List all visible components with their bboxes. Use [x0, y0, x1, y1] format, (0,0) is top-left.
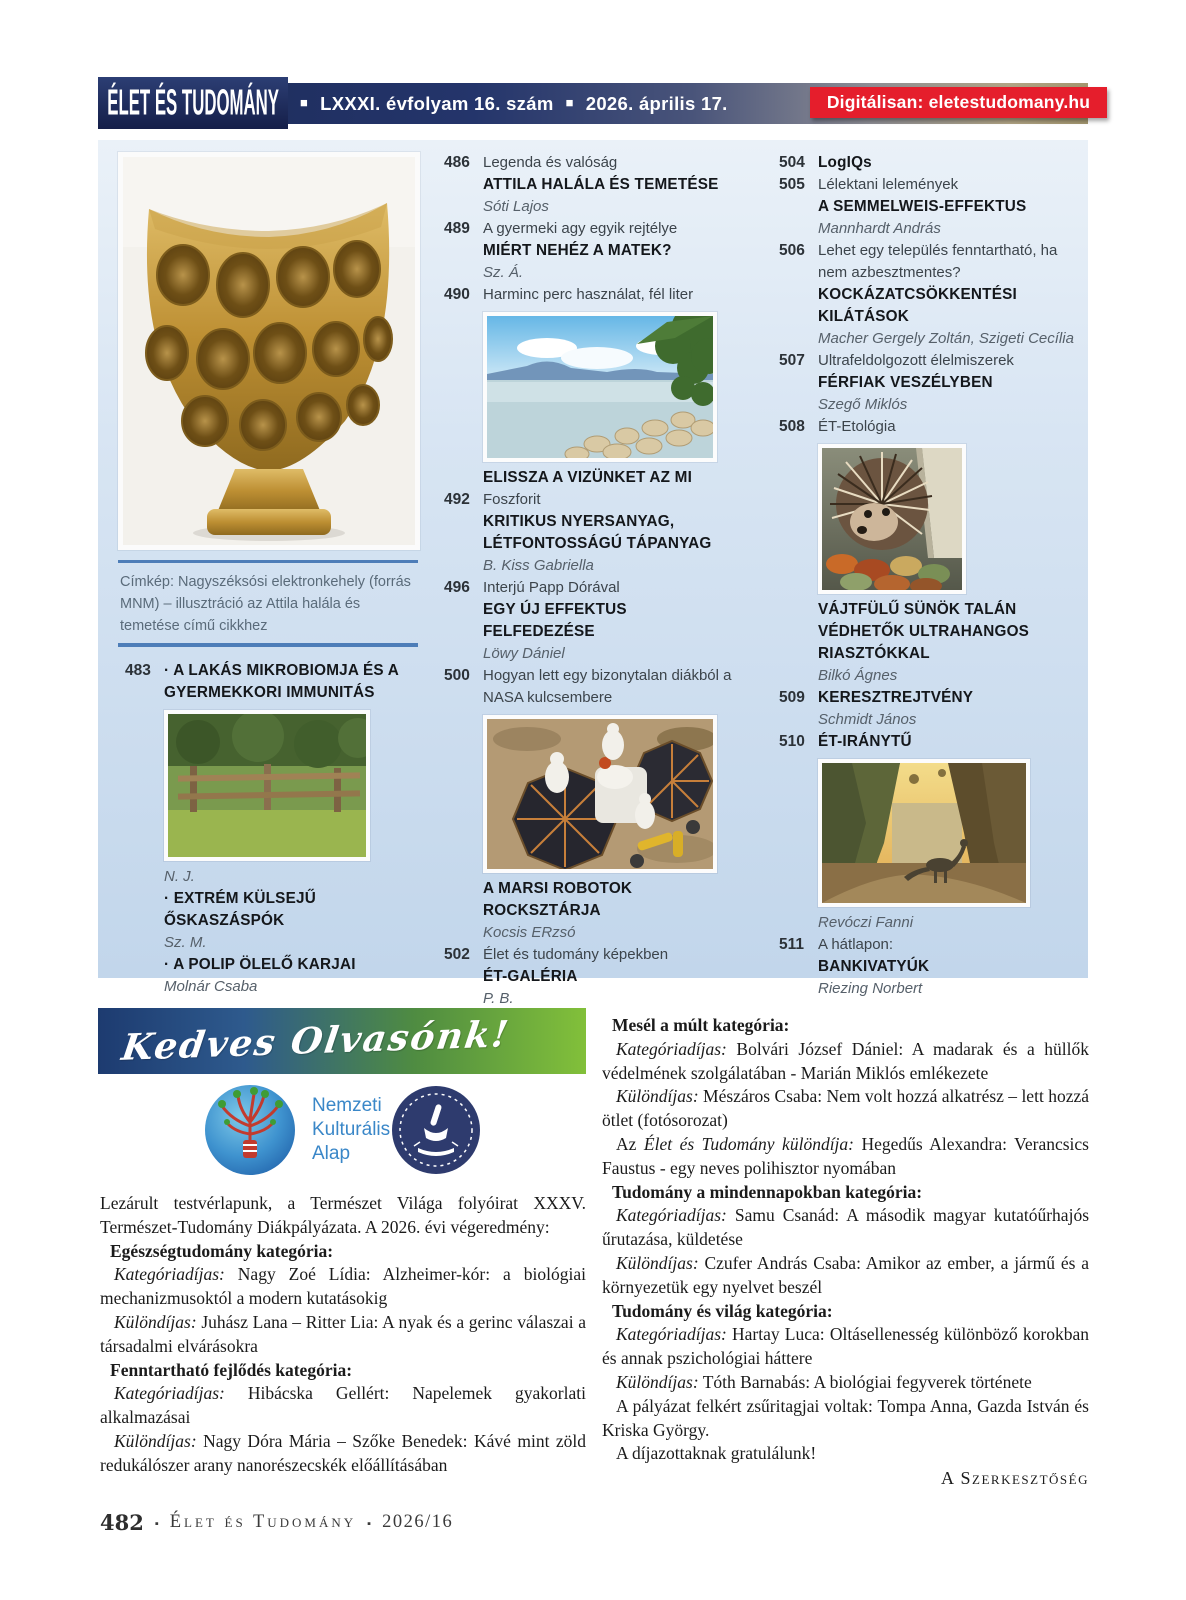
entry-title: MIÉRT NEHÉZ A MATEK?: [483, 242, 672, 259]
cover-caption: Címkép: Nagyszéksósi elektronkehely (forrás MNM) – illusztráció az Attila halála és temetése című cikkhez: [120, 574, 411, 634]
magazine-logo-text: ÉLET ÉS TUDOMÁNY: [107, 82, 279, 123]
footer-magazine-name: Élet és Tudomány: [169, 1512, 357, 1532]
entry-page: 506: [779, 242, 805, 259]
editorial-paragraph: A díjazottaknak gratulálunk!: [616, 1443, 817, 1464]
toc-entry: [118, 660, 426, 998]
footer-issue-number: 2026/16: [382, 1512, 454, 1532]
entry-page: 500: [444, 667, 470, 684]
entry-page: 508: [779, 418, 805, 435]
toc-entry: [437, 152, 741, 218]
editorial-paragraph: Lezárult testvérlapunk, a Természet Világa folyóirat XXXV. Természet-Tudomány Diákpályázata. A 2026. évi végeredmény:: [100, 1193, 586, 1237]
entry-page: 510: [779, 733, 805, 750]
entry-author: Revóczi Fanni: [818, 914, 914, 931]
editorial-paragraph: Az Élet és Tudomány különdíja: Hegedűs Alexandra: Verancsics Faustus - egy neves polihisztor nyomában: [602, 1133, 1089, 1178]
entry-author: Molnár Csaba: [164, 978, 258, 996]
entry-author: Riezing Norbert: [818, 980, 923, 997]
nka-label: Nemzeti Kulturális Alap: [312, 1095, 391, 1164]
toc-entry: [437, 284, 741, 489]
toc-column-2: [437, 152, 741, 1010]
issue-line: [300, 83, 728, 124]
entry-page: 507: [779, 352, 805, 369]
toc-column-3: [772, 152, 1074, 1000]
mars-lander-photo: [483, 715, 717, 873]
entry-intro: Élet és tudomány képekben: [483, 946, 669, 963]
entry-author: Sz. M.: [164, 934, 207, 952]
entry-intro: Lehet egy település fenntartható, ha nem azbesztmentes?: [818, 242, 1058, 281]
dear-reader-text: Kedves Olvasónk!: [119, 1013, 513, 1069]
masthead-bar: [98, 82, 1091, 124]
category-heading: Tudomány és világ kategória:: [612, 1300, 833, 1321]
entry-intro: Foszforit: [483, 491, 541, 508]
entry-intro: Ultrafeldolgozott élelmiszerek: [818, 352, 1014, 369]
category-heading: Tudomány a mindennapokban kategória:: [612, 1181, 923, 1202]
entry-title: · A LAKÁS MIKROBIOMJA ÉS A GYERMEKKORI IMMUNITÁS: [164, 660, 426, 704]
issue-volume: LXXXI. évfolyam 16. szám: [320, 92, 554, 114]
toc-entry: [437, 218, 741, 284]
entry-page: 483: [125, 662, 151, 680]
entry-title: · A POLIP ÖLELŐ KARJAI: [164, 954, 426, 976]
issue-date: 2026. április 17.: [585, 92, 728, 114]
toc-entry: [772, 934, 1074, 1000]
entry-author: Löwy Dániel: [483, 645, 565, 662]
editorial-paragraph: Kategóriadíjas: Hartay Luca: Oltásellenesség különböző korokban és annak pszichológiai háttere: [602, 1324, 1089, 1369]
entry-page: 492: [444, 491, 470, 508]
hedgehog-photo: [818, 444, 966, 594]
square-separator-icon: ■: [300, 95, 309, 110]
meadow-fence-photo: [164, 710, 370, 861]
entry-page: 490: [444, 286, 470, 303]
entry-page: 489: [444, 220, 470, 237]
entry-author: P. B.: [483, 990, 514, 1007]
editorial-paragraph: Különdíjas: Tóth Barnabás: A biológiai fegyverek története: [616, 1371, 1032, 1392]
entry-intro: Harminc perc használat, fél liter: [483, 286, 694, 303]
entry-title: A SEMMELWEIS-EFFEKTUS: [818, 198, 1027, 215]
footer-page-number: 482: [100, 1510, 144, 1535]
sponsor-logos: [98, 1082, 586, 1186]
toc-entry: [772, 152, 1074, 174]
toc-entry: [772, 350, 1074, 416]
editorial-paragraph: Különdíjas: Juhász Lana – Ritter Lia: A nyak és a gerinc válaszai a társadalmi elvárásokra: [100, 1311, 586, 1356]
entry-title: LogIQs: [818, 154, 872, 171]
dear-reader-banner: [98, 1008, 586, 1074]
square-separator-icon: ■: [565, 95, 574, 110]
digital-edition-badge[interactable]: Digitálisan: eletestudomany.hu: [810, 87, 1107, 118]
toc-entry: [437, 577, 741, 665]
divider-rule: [118, 560, 418, 563]
entry-author: Szegő Miklós: [818, 396, 908, 413]
toc-entry: [437, 944, 741, 1010]
toc-entry: [772, 174, 1074, 240]
editorial-signature: A Szerkesztőség: [941, 1468, 1089, 1489]
entry-title: ÉT-GALÉRIA: [483, 968, 578, 985]
editorial-paragraph: Kategóriadíjas: Nagy Zoé Lídia: Alzheimer-kór: a biológiai mechanizmusoktól a modern kutatásokig: [100, 1264, 586, 1309]
toc-entry: [772, 731, 1074, 934]
editorial-paragraph: A pályázat felkért zsűritagjai voltak: Tompa Anna, Gazda István és Kriska György.: [602, 1395, 1089, 1440]
entry-author: B. Kiss Gabriella: [483, 557, 594, 574]
dinosaur-canyon-photo: [818, 759, 1030, 907]
editorial-paragraph: Különdíjas: Nagy Dóra Mária – Szőke Benedek: Kávé mint zöld redukálószer arany nanorészecskék előállításában: [100, 1430, 586, 1475]
editorial-right-column: [602, 1014, 1089, 1491]
editorial-paragraph: Kategóriadíjas: Bolvári József Dániel: A madarak és a hüllők védelmének szolgálatában - Marián Miklós emlékezete: [602, 1038, 1089, 1083]
entry-author: Sz. Á.: [483, 264, 524, 281]
entry-title: ATTILA HALÁLA ÉS TEMETÉSE: [483, 176, 719, 193]
entry-title: KRITIKUS NYERSANYAG, LÉTFONTOSSÁGÚ TÁPANYAG: [483, 513, 712, 552]
entry-title: EGY ÚJ EFFEKTUS FELFEDEZÉSE: [483, 601, 627, 640]
entry-title: VÁJTFÜLŰ SÜNÖK TALÁN VÉDHETŐK ULTRAHANGOS RIASZTÓKKAL: [818, 601, 1030, 662]
entry-author: Macher Gergely Zoltán, Szigeti Cecília: [818, 330, 1074, 347]
entry-author: Schmidt János: [818, 711, 917, 728]
entry-title: · EXTRÉM KÜLSEJŰ ŐSKASZÁSPÓK: [164, 888, 426, 932]
entry-title: KOCKÁZATCSÖKKENTÉSI KILÁTÁSOK: [818, 286, 1017, 325]
entry-page: 509: [779, 689, 805, 706]
entry-title: KERESZTREJTVÉNY: [818, 689, 974, 706]
entry-intro: ÉT-Etológia: [818, 418, 896, 435]
square-separator-icon: ▪: [367, 1517, 372, 1530]
editorial-paragraph: Kategóriadíjas: Hibácska Gellért: Napelemek gyakorlati alkalmazásai: [100, 1383, 586, 1428]
entry-title: FÉRFIAK VESZÉLYBEN: [818, 374, 993, 391]
entry-intro: A gyermeki agy egyik rejtélye: [483, 220, 678, 237]
entry-author: N. J.: [164, 868, 195, 886]
category-heading: Fenntartható fejlődés kategória:: [110, 1359, 353, 1380]
entry-page: 504: [779, 154, 805, 171]
toc-entry: [772, 416, 1074, 687]
category-heading: Egészségtudomány kategória:: [110, 1240, 334, 1261]
entry-page: 505: [779, 176, 805, 193]
student-competition-seal: [390, 1084, 482, 1176]
entry-page: 496: [444, 579, 470, 596]
table-of-contents: [98, 140, 1088, 1007]
editorial-paragraph: Különdíjas: Mészáros Csaba: Nem volt hozzá alkatrész – lett hozzá ötlet (fotósorozat): [602, 1086, 1089, 1131]
toc-entry: [437, 665, 741, 944]
page-footer: [100, 1510, 453, 1535]
entry-author: Bilkó Ágnes: [818, 667, 898, 684]
editorial-paragraph: Különdíjas: Czufer András Csaba: Amikor az ember, a jármű és a környezetük egy nyelvet beszél: [602, 1252, 1089, 1297]
entry-title: A MARSI ROBOTOK ROCKSZTÁRJA: [483, 880, 633, 919]
entry-intro: A hátlapon:: [818, 936, 894, 953]
toc-entry: [437, 489, 741, 577]
entry-intro: Legenda és valóság: [483, 154, 618, 171]
entry-author: Kocsis ERzsó: [483, 924, 576, 941]
toc-entry: [772, 240, 1074, 350]
entry-page: 502: [444, 946, 470, 963]
entry-intro: Interjú Papp Dórával: [483, 579, 620, 596]
entry-title: BANKIVATYÚK: [818, 958, 930, 975]
entry-author: Mannhardt András: [818, 220, 941, 237]
nka-logo: [202, 1082, 298, 1178]
editorial-left-column: [100, 1192, 586, 1478]
entry-title: ELISSZA A VIZÜNKET AZ MI: [483, 469, 693, 486]
gold-chalice-photo: [118, 152, 420, 550]
entry-page: 486: [444, 154, 470, 171]
lake-shore-photo: [483, 312, 717, 462]
square-separator-icon: ▪: [154, 1517, 159, 1530]
entry-page: 511: [779, 936, 805, 953]
entry-title: ÉT-IRÁNYTŰ: [818, 733, 912, 750]
entry-intro: Lélektani lelemények: [818, 176, 959, 193]
entry-author: Sóti Lajos: [483, 198, 549, 215]
category-heading: Mesél a múlt kategória:: [612, 1015, 790, 1035]
toc-column-1: [118, 152, 426, 998]
magazine-logo: [98, 77, 288, 129]
toc-entry: [772, 687, 1074, 731]
editorial-paragraph: Kategóriadíjas: Samu Csanád: A második magyar kutatóűrhajós űrutazása, küldetése: [602, 1205, 1089, 1250]
entry-intro: Hogyan lett egy bizonytalan diákból a NASA kulcsembere: [483, 667, 732, 706]
